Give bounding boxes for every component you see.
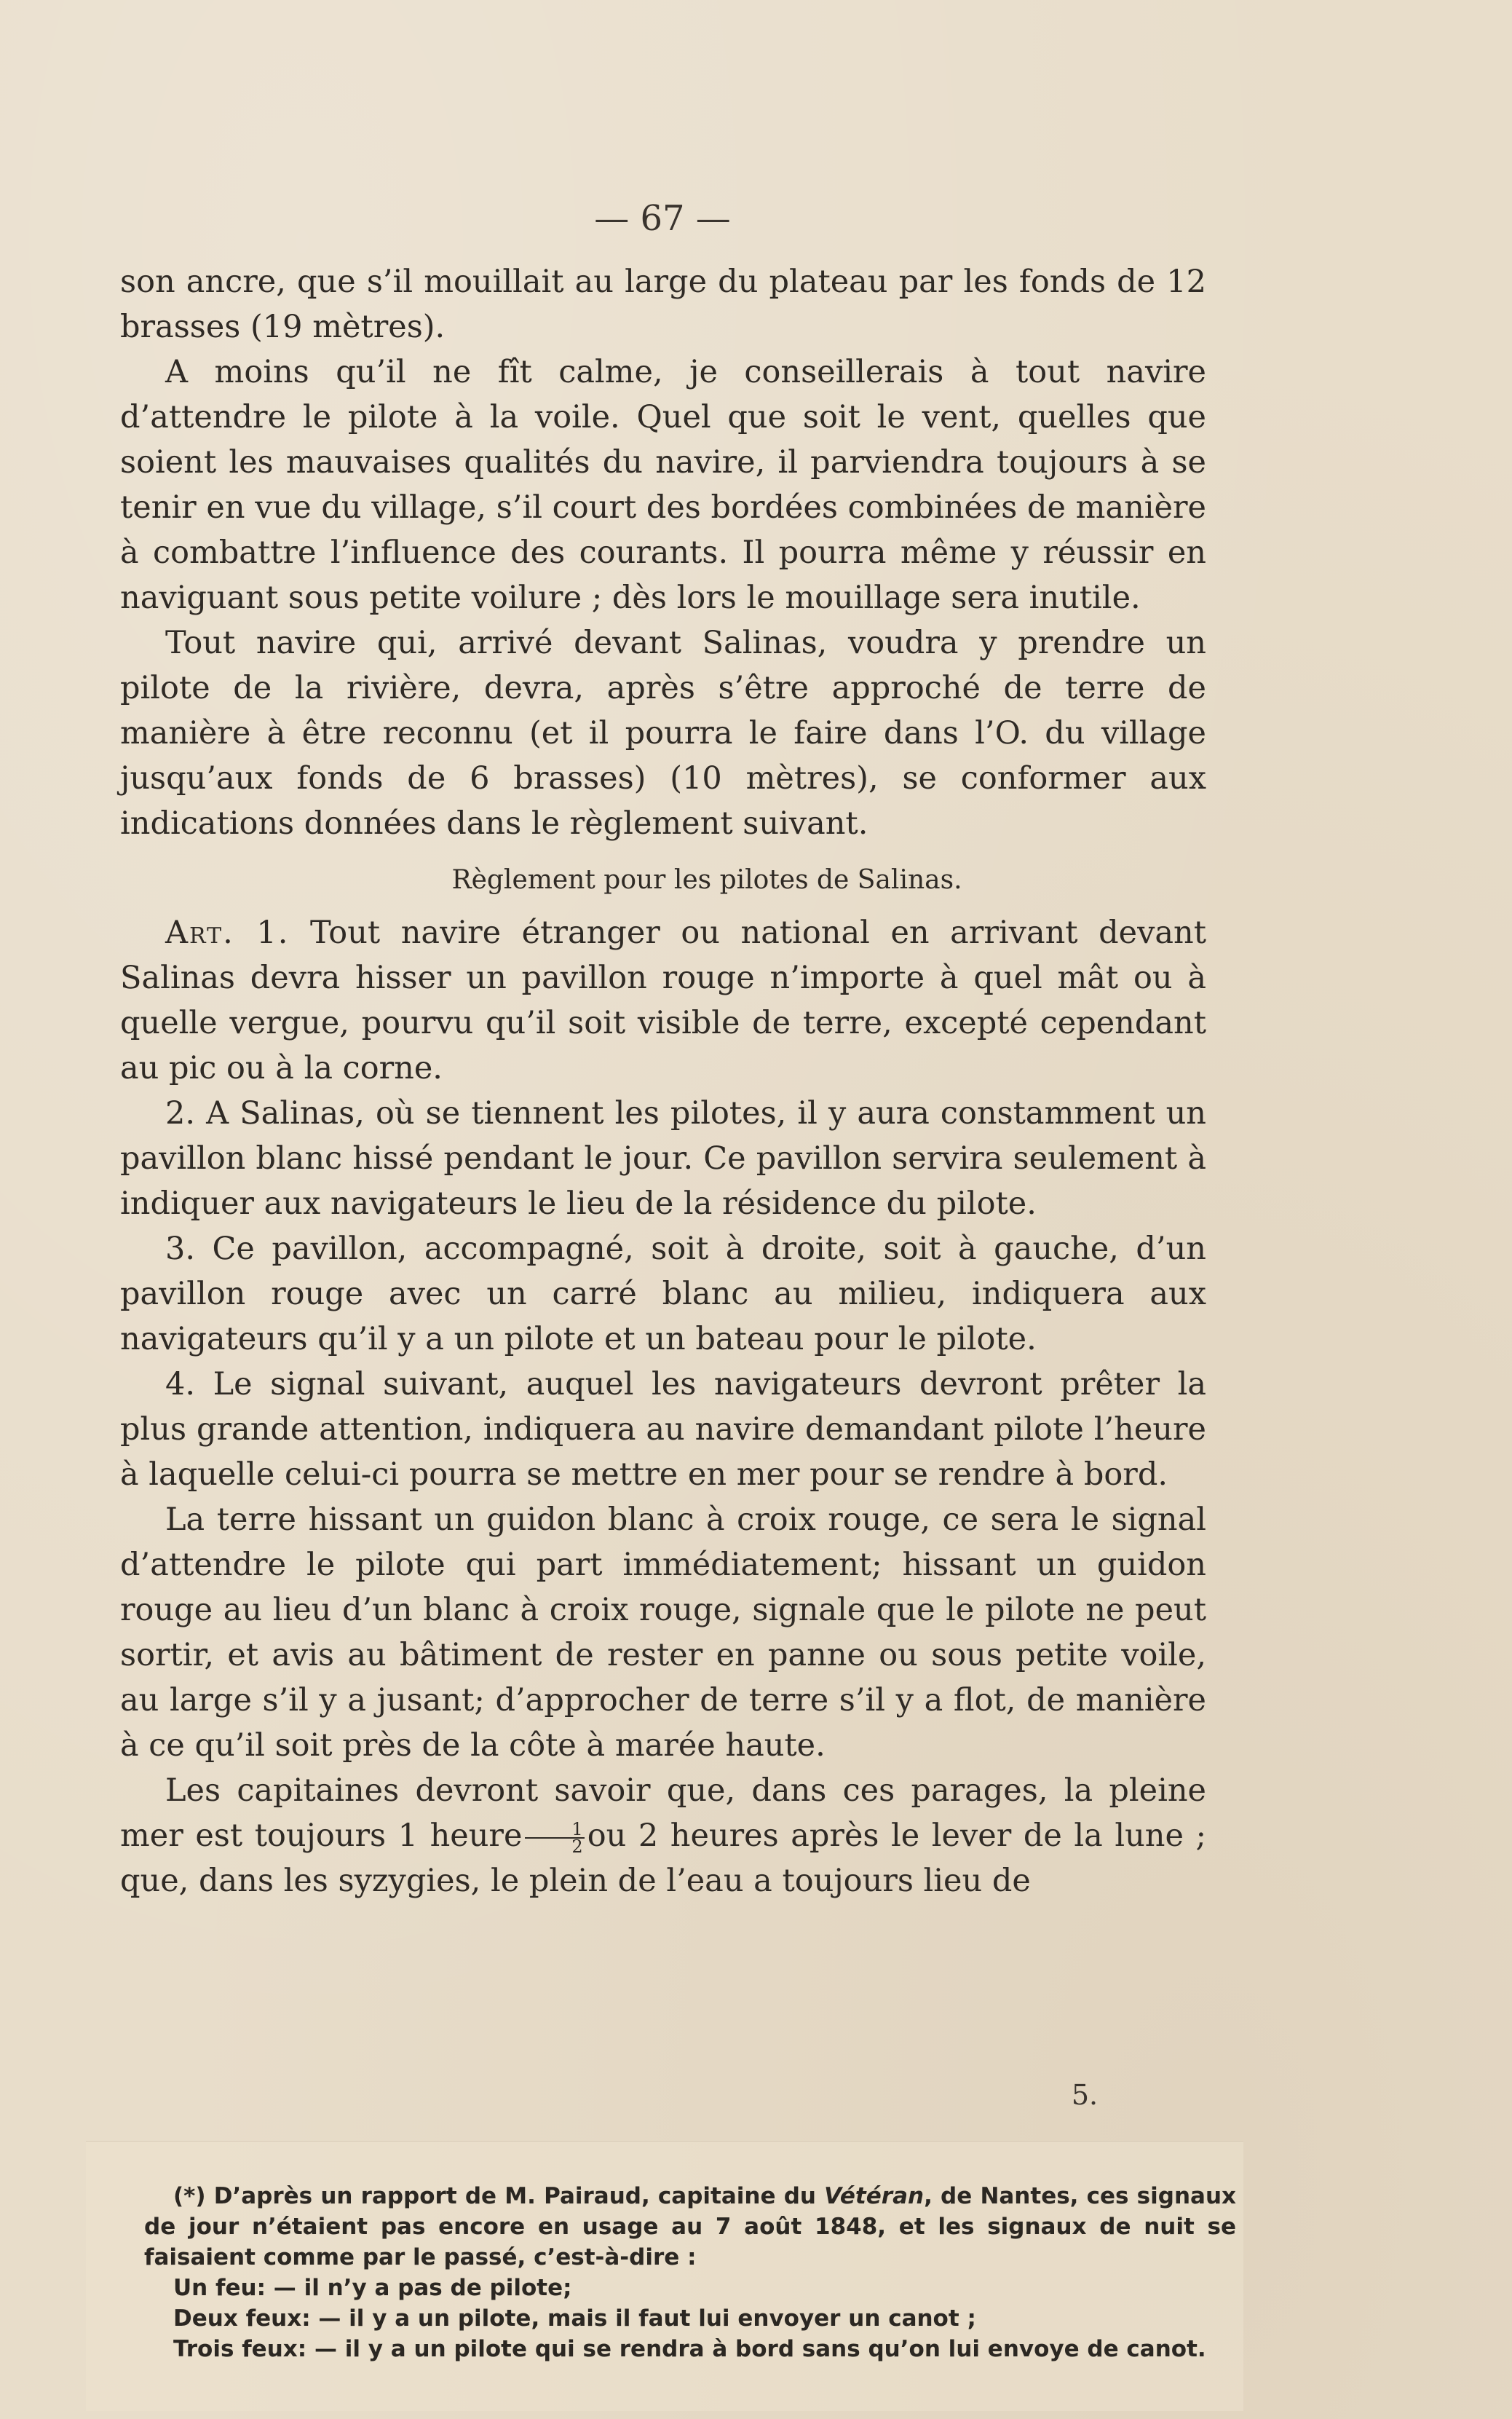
footnote-item-1: Un feu: — il n’y a pas de pilote; — [173, 2275, 572, 2301]
page-number: — 67 — — [594, 198, 731, 239]
signature-mark: 5. — [1071, 2079, 1099, 2111]
article-1-text: Tout navire étranger ou national en arrivant devant Salinas devra hisser un pavillon rouge n’importe à quel mât ou à quelle vergue, pourvu qu’il soit visible de terre, excepté cependant au pic ou à la corne. — [120, 915, 1206, 1086]
half-fraction — [525, 1821, 584, 1855]
fraction-denominator: 2 — [571, 1836, 583, 1857]
article-2: 2. A Salinas, où se tiennent les pilotes, il y aura constamment un pavillon blanc hissé pendant le jour. Ce pavillon servira seulement à indiquer aux navigateurs le lieu de la résidence du pilote. — [120, 1095, 1206, 1222]
footnote-intro — [144, 2181, 1236, 2273]
paragraph-signals: La terre hissant un guidon blanc à croix rouge, ce sera le signal d’attendre le pilote qui part immédiatement; hissant un guidon rouge au lieu d’un blanc à croix rouge, signale que le pilote ne peut sortir, et avis au bâtiment de rester en panne ou sous petite voile, au large s’il y a jusant; d’approcher de terre s’il y a flot, de manière à ce qu’il soit près de la côte à marée haute. — [120, 1501, 1206, 1764]
paragraph-continuation: son ancre, que s’il mouillait au large du plateau par les fonds de 12 brasses (19 mètres). — [120, 264, 1206, 345]
article-1-label: Art. 1. — [165, 915, 290, 951]
paragraph-advice: A moins qu’il ne fît calme, je conseillerais à tout navire d’attendre le pilote à la voile. Quel que soit le vent, quelles que soient les mauvaises qualités du navire, il parviendra toujours à se tenir en vue du village, s’il court des bordées combinées de manière à combattre l’influence des courants. Il pourra même y réussir en naviguant sous petite voilure ; dès lors le mouillage sera inutile. — [120, 354, 1206, 616]
footnote — [144, 2181, 1236, 2364]
ship-name: Vétéran — [824, 2183, 925, 2209]
paragraph-pilot-request: Tout navire qui, arrivé devant Salinas, voudra y prendre un pilote de la rivière, devra, après s’être approché de terre de manière à être reconnu (et il pourra le faire dans l’O. du village jusqu’aux fonds de 6 brasses) (10 mètres), se conformer aux indications données dans le règlement suivant. — [120, 625, 1206, 842]
footnote-intro-start: (*) D’après un rapport de M. Pairaud, capitaine du — [173, 2183, 816, 2209]
tides-text-end: ou 2 heures après le lever de la lune ; que, dans les syzygies, le plein de l’eau a toujours lieu de — [120, 1818, 1206, 1899]
article-4: 4. Le signal suivant, auquel les navigateurs devront prêter la plus grande attention, indiquera au navire demandant pilote l’heure à laquelle celui-ci pourra se mettre en mer pour se rendre à bord. — [120, 1366, 1206, 1493]
paragraph-tides — [120, 1768, 1206, 1903]
footnote-item-2: Deux feux: — il y a un pilote, mais il faut lui envoyer un canot ; — [173, 2305, 976, 2332]
tides-text-start: Les capitaines devront savoir que, dans ces parages, la pleine mer est toujours 1 heure — [120, 1772, 1206, 1854]
article-1 — [120, 910, 1206, 1091]
article-3: 3. Ce pavillon, accompagné, soit à droite, soit à gauche, d’un pavillon rouge avec un carré blanc au milieu, indiquera aux navigateurs qu’il y a un pilote et un bateau pour le pilote. — [120, 1231, 1206, 1357]
footnote-item-3: Trois feux: — il y a un pilote qui se rendra à bord sans qu’on lui envoye de canot. — [173, 2336, 1206, 2362]
main-text — [120, 259, 1206, 1903]
fraction-numerator: 1 — [525, 1821, 584, 1839]
footnote-intro-end: , de Nantes, ces signaux de jour n’étaient pas encore en usage au 7 août 1848, et les signaux de nuit se faisaient comme par le passé, c’est-à-dire : — [144, 2183, 1237, 2270]
section-heading: Règlement pour les pilotes de Salinas. — [451, 865, 962, 895]
